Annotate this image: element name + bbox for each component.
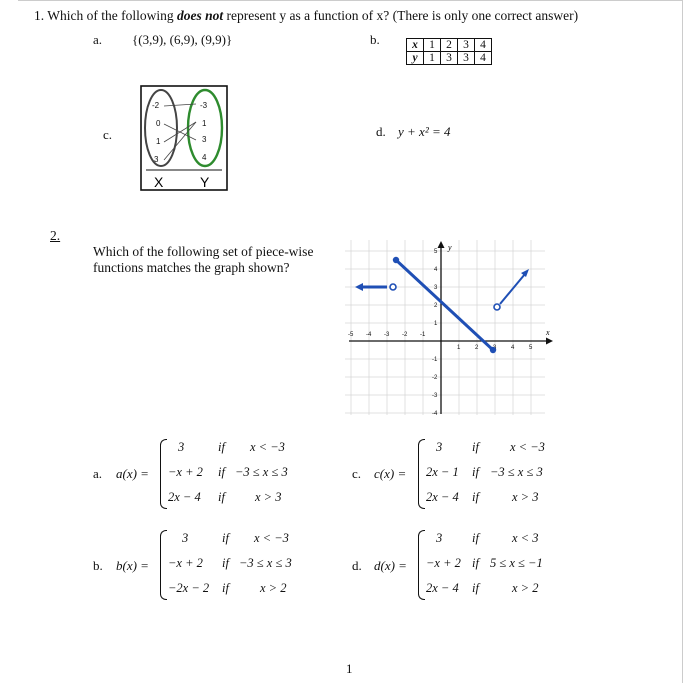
graph-open-endpoint — [494, 304, 500, 310]
graph-closed-endpoint — [490, 347, 496, 353]
y-tick-label: 1 — [434, 321, 438, 327]
page-number: 1 — [346, 661, 353, 676]
y-tick-label: -4 — [432, 411, 438, 415]
question-1-prompt: 1. Which of the following does not represent y as a function of x? (There is only one correct answer) — [34, 8, 579, 23]
page-top-border — [18, 0, 682, 1]
graph-piece-constant-arrow — [355, 283, 363, 291]
y-tick-label: 3 — [434, 285, 438, 291]
domain-value: -2 — [152, 101, 160, 110]
y-tick-label: -2 — [432, 375, 438, 381]
q2-option-c-brace — [418, 439, 425, 509]
table-x-header: x — [407, 39, 424, 52]
graph-grid — [345, 240, 545, 415]
question-1-number: 1. — [34, 8, 45, 23]
domain-value: 0 — [156, 119, 161, 128]
x-tick-label: 2 — [475, 345, 479, 351]
q2-option-b-name: b(x) = — [116, 558, 149, 573]
graph-closed-endpoint — [393, 257, 399, 263]
y-tick-label: -3 — [432, 393, 438, 399]
x-tick-label: -3 — [384, 332, 390, 338]
range-value: -3 — [200, 101, 208, 110]
graph-open-endpoint — [390, 284, 396, 290]
y-tick-label: 4 — [434, 267, 438, 273]
x-tick-label: 5 — [529, 345, 533, 351]
x-tick-label: 4 — [511, 345, 515, 351]
q1-option-b-table: x 1 2 3 4 y 1 3 3 4 — [406, 38, 492, 65]
x-tick-label: -4 — [366, 332, 372, 338]
range-label: Y — [200, 174, 210, 190]
page-right-border — [682, 0, 683, 683]
question-2-prompt-line2: functions matches the graph shown? — [93, 260, 290, 275]
q1-option-a-set: {(3,9), (6,9), (9,9)} — [132, 32, 233, 47]
q2-option-d-brace — [418, 530, 425, 600]
q2-option-b-brace — [160, 530, 167, 600]
domain-value: 1 — [156, 137, 161, 146]
graph-piece-increasing — [500, 274, 525, 304]
q1-option-d-equation: y + x² = 4 — [398, 124, 451, 139]
question-2-number: 2. — [50, 228, 61, 243]
q2-option-c-name: c(x) = — [374, 466, 407, 481]
q1-option-c-label: c. — [103, 127, 113, 142]
q2-option-c-label: c. — [352, 466, 362, 481]
range-value: 4 — [202, 153, 207, 162]
x-tick-label: -5 — [348, 332, 354, 338]
q1-mapping-diagram — [138, 84, 230, 192]
x-tick-label: -2 — [402, 332, 408, 338]
question-2-prompt-line1: Which of the following set of piece-wise — [93, 244, 314, 259]
q2-option-b-label: b. — [93, 558, 103, 573]
q2-piecewise-graph — [345, 240, 555, 415]
q1-option-d-label: d. — [376, 124, 386, 139]
y-axis-label: y — [448, 243, 452, 252]
mapping-arrow — [164, 122, 196, 160]
q2-option-a-name: a(x) = — [116, 466, 149, 481]
range-value: 3 — [202, 135, 207, 144]
domain-value: 3 — [154, 155, 159, 164]
x-axis-label: x — [546, 328, 550, 337]
y-tick-label: 2 — [434, 303, 438, 309]
mapping-arrow — [164, 122, 196, 142]
domain-label: X — [154, 174, 164, 190]
q2-option-a-brace — [160, 439, 167, 509]
q1-option-a-label: a. — [93, 32, 103, 47]
y-tick-label: -1 — [432, 357, 438, 363]
q2-option-a-label: a. — [93, 466, 103, 481]
x-tick-label: -1 — [420, 332, 426, 338]
range-value: 1 — [202, 119, 207, 128]
x-tick-label: 1 — [457, 345, 461, 351]
y-axis-arrow — [438, 241, 445, 248]
q2-option-d-name: d(x) = — [374, 558, 407, 573]
x-axis-arrow — [546, 338, 553, 345]
q2-option-d-label: d. — [352, 558, 362, 573]
table-y-header: y — [407, 52, 424, 65]
y-tick-label: 5 — [434, 249, 438, 255]
q1-option-b-label: b. — [370, 32, 380, 47]
